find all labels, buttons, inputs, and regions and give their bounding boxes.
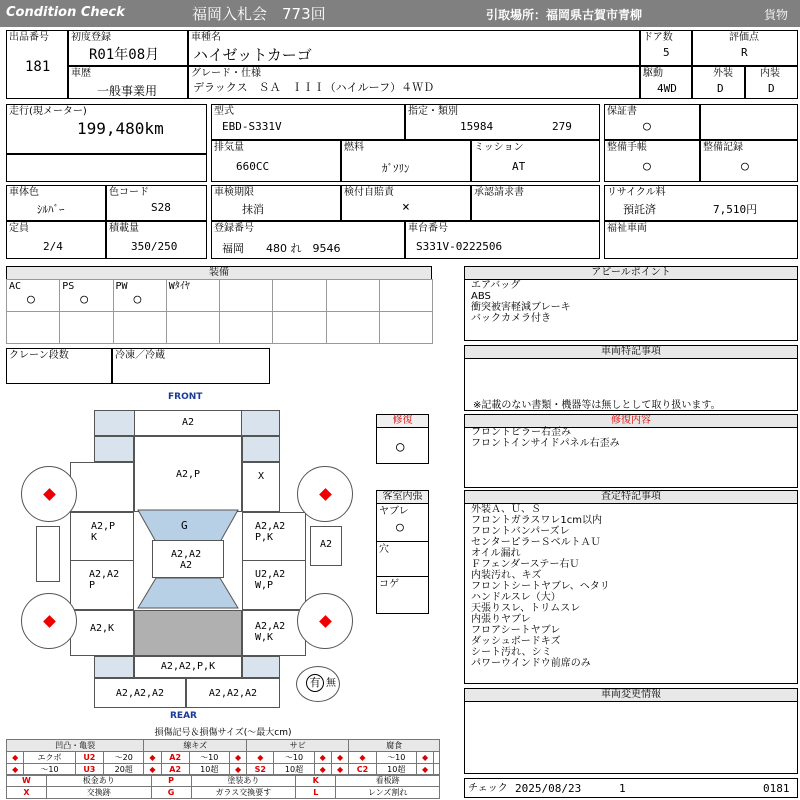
right-side-panel: [310, 526, 342, 566]
inspection-expiry-value: 抹消: [242, 203, 264, 216]
designation-value2: 279: [552, 120, 572, 133]
rear-bumper-left: [94, 678, 186, 708]
check-num: 1: [619, 782, 626, 795]
chassis-value: S331V-0222506: [416, 240, 503, 253]
color-code-value: S28: [151, 201, 171, 214]
legend-a-range: 〜10: [189, 752, 229, 764]
legend-u3-range: 20超: [104, 764, 144, 776]
repair-content-box: [464, 414, 798, 488]
model-value: EBD-S331V: [222, 120, 282, 133]
legend-rust: サビ: [247, 740, 349, 752]
recycle-status: 預託済: [623, 203, 656, 216]
warranty-value: ○: [643, 119, 651, 134]
refrig-label: 冷凍／冷蔵: [115, 350, 165, 361]
rear-label: REAR: [170, 711, 197, 721]
capacity-label: 定員: [9, 223, 29, 234]
reg-number-value: 福岡 480 れ 9546: [222, 242, 341, 255]
tire-marker-icon: [319, 488, 332, 501]
body-color-box: [6, 185, 106, 221]
recycle-amount: 7,510円: [713, 203, 758, 216]
lot-label: 出品番号: [9, 32, 49, 43]
hood-text: A2,P: [175, 469, 201, 480]
change-info-box: [464, 688, 798, 774]
hood-front-text: A2: [181, 417, 195, 428]
left-front-door-text: A2,P K: [91, 521, 116, 543]
equipment-label: PW: [115, 281, 128, 292]
equipment-cell: [379, 311, 433, 344]
tire-marker-icon: [43, 488, 56, 501]
repair-value: ○: [396, 439, 405, 455]
tire-rear-right: [297, 593, 353, 649]
legend-k-desc: 看板跡: [336, 775, 440, 787]
diamond-icon: ◆: [247, 752, 274, 764]
service-record-box: [700, 140, 798, 182]
drive-value: 4WD: [657, 82, 677, 95]
service-record-value: ○: [741, 159, 749, 174]
diamond-icon: ◆: [7, 764, 24, 776]
appeal-title: アピールポイント: [465, 267, 797, 280]
tire-rear-left: [21, 593, 77, 649]
service-book-box: [604, 140, 700, 182]
interior-label: 内装: [760, 68, 780, 79]
front-label: FRONT: [168, 392, 203, 402]
mileage-box: [6, 104, 207, 154]
legend-s2: S2: [247, 764, 274, 776]
score-box: [692, 30, 798, 66]
special-notes-box: [464, 345, 798, 411]
tire-marker-icon: [43, 615, 56, 628]
equipment-cell: [326, 311, 380, 344]
legend-corrosion: 腐食: [349, 740, 440, 752]
equipment-cell: [113, 311, 167, 344]
doors-value: 5: [663, 46, 670, 59]
score-label: 評価点: [729, 32, 759, 43]
legend-a-plus: 10超: [189, 764, 229, 776]
header-bar: [0, 0, 800, 27]
drive-box: [640, 66, 692, 99]
legend-w: W: [7, 775, 47, 787]
repair-content-title: 修復内容: [465, 415, 797, 428]
rear-bumper-right-text: A2,A2,A2: [208, 688, 258, 699]
reg-number-box: [211, 221, 405, 259]
legend-l-desc: レンズ割れ: [336, 787, 440, 799]
hood-panel: [134, 436, 242, 512]
displacement-value: 660CC: [236, 160, 270, 173]
first-reg-label: 初度登録: [71, 32, 111, 43]
right-rear-text: A2,A2 W,K: [255, 621, 286, 643]
legend-c2: C2: [349, 764, 376, 776]
tire-marker-icon: [319, 615, 332, 628]
spare-a: 有: [306, 674, 324, 692]
rear-panel-text: A2,A2,P,K: [160, 661, 216, 672]
legend-c-range: 〜10: [376, 752, 416, 764]
equipment-cell: [272, 311, 326, 344]
legend-p: P: [151, 775, 191, 787]
legend-x-desc: 交換跡: [46, 787, 151, 799]
check-label: チェック: [468, 783, 508, 794]
appeal-text: エアバッグ ABS 衝突被害軽減ブレーキ バックカメラ付き: [471, 280, 571, 324]
capacity-box: [6, 221, 106, 259]
cabin-box: [376, 490, 429, 614]
legend-u3: U3: [75, 764, 104, 776]
right-rear-door-text: U2,A2 W,P: [255, 569, 286, 591]
displacement-box: [211, 140, 341, 182]
drive-label: 駆動: [643, 68, 663, 79]
interior-value: D: [768, 82, 775, 95]
body-color-value: ｼﾙﾊﾞｰ: [37, 203, 65, 216]
transmission-box: [471, 140, 600, 182]
diamond-icon: ◆: [7, 752, 24, 764]
legend-scratch: 線キズ: [144, 740, 247, 752]
equipment-cell: [59, 311, 113, 344]
change-info-title: 車両変更情報: [465, 689, 797, 702]
cabin-tear-label: ヤブレ: [379, 506, 409, 517]
fuel-label: 燃料: [344, 142, 364, 153]
cargo-floor: [134, 610, 242, 656]
check-date: 2025/08/23: [515, 782, 582, 795]
lot-value: 181: [25, 59, 51, 75]
warranty-box: [604, 104, 700, 140]
repair-title: 修復: [377, 415, 428, 428]
windshield-text: G: [181, 519, 188, 532]
legend-a2a: A2: [161, 752, 189, 764]
legend-l: L: [296, 787, 336, 799]
left-side-panel: [36, 526, 60, 582]
legend-k: K: [296, 775, 336, 787]
inspection-notes-box: [464, 490, 798, 684]
welfare-label: 福祉車両: [607, 223, 647, 234]
doors-label: ドア数: [643, 32, 673, 43]
rear-panel: [134, 656, 242, 678]
appeal-box: [464, 266, 798, 341]
exterior-box: [692, 66, 745, 99]
designation-label: 指定・類別: [408, 106, 458, 117]
designation-value1: 15984: [460, 120, 494, 133]
left-rear-fender: [70, 610, 134, 656]
diamond-icon: ◆: [314, 764, 331, 776]
legend-empty: [434, 752, 440, 764]
repair-box: [376, 414, 429, 464]
car-name-value: ハイゼットカーゴ: [193, 46, 312, 64]
equipment-title: 装備: [7, 267, 431, 280]
equipment-cell: [6, 279, 60, 312]
equipment-cell: [6, 311, 60, 344]
refrig-box: [112, 348, 270, 384]
equipment-label: PS: [62, 281, 75, 292]
left-rear-door: [70, 560, 134, 610]
pickup-location: 引取場所：福岡県古賀市青柳: [486, 8, 643, 22]
special-notes-title: 車両特記事項: [465, 346, 797, 359]
diamond-icon: ◆: [331, 764, 348, 776]
reg-number-label: 登録番号: [214, 223, 254, 234]
approval-box: [471, 185, 600, 221]
color-code-box: [106, 185, 207, 221]
tire-front-right: [297, 466, 353, 522]
history-value: 一般事業用: [97, 84, 158, 98]
legend-u2: U2: [75, 752, 104, 764]
welfare-box: [604, 221, 798, 259]
auction-title: 福岡入札会 773回: [192, 5, 326, 23]
roof-text: A2,A2 A2: [171, 549, 202, 571]
right-side-text: A2: [319, 539, 333, 550]
inspection-notes-text: 外装Ａ、Ｕ、Ｓ フロントガラスワレ1cm以内 フロントバンパーズレ センターピラーＳベルトＡＵ オイル漏れ Ｆフェンダーステー右Ｕ 内装汚れ、キズ フロントシートヤブレ、ヘタリ ハンドルスレ（大） 天張りスレ、トリムスレ 内張りヤブレ フロアシートヤブレ ダッシュボードキズ シート汚れ、シミ パワーウインドウ前席のみ: [471, 504, 610, 669]
rear-glass: [134, 576, 242, 610]
diamond-icon: ◆: [229, 764, 246, 776]
displacement-label: 排気量: [214, 142, 244, 153]
diamond-icon: ◆: [229, 752, 246, 764]
fuel-value: ｶﾞｿﾘﾝ: [382, 162, 410, 175]
fuel-box: [341, 140, 471, 182]
equipment-cell: [113, 279, 167, 312]
load-label: 積載量: [109, 223, 139, 234]
legend-ekubo: エクボ: [24, 752, 75, 764]
grade-value: デラックス ＳＡ ＩＩＩ（ハイルーフ）４ＷＤ: [193, 81, 435, 94]
check-code: 0181: [763, 782, 790, 795]
equipment-cell: [219, 279, 273, 312]
service-book-value: ○: [643, 159, 651, 174]
windshield: [134, 508, 242, 544]
history-label: 車歴: [71, 68, 91, 79]
legend-dent: 凹凸・亀裂: [7, 740, 144, 752]
recycle-box: [604, 185, 798, 221]
approval-label: 承認請求書: [474, 187, 524, 198]
right-rear-door: [242, 560, 306, 610]
equipment-cell: [219, 311, 273, 344]
legend-table: [6, 739, 440, 776]
self-inspect-label: 検付自賠責: [344, 187, 394, 198]
left-taillight: [94, 656, 134, 678]
doors-box: [640, 30, 692, 66]
left-front-fender: [70, 462, 134, 512]
load-box: [106, 221, 207, 259]
diamond-icon: ◆: [416, 764, 433, 776]
grade-box: [188, 66, 640, 99]
equipment-grid: [6, 279, 432, 344]
warranty-label: 保証書: [607, 106, 637, 117]
condition-check-title: Condition Check: [6, 5, 125, 20]
special-notes-text: ※記載のない書類・機器等は無しとして取り扱います。: [473, 400, 721, 411]
rear-bumper-left-text: A2,A2,A2: [115, 688, 165, 699]
load-value: 350/250: [131, 240, 178, 253]
first-reg-value: R01年08月: [89, 47, 160, 63]
rear-bumper-right: [186, 678, 280, 708]
inspection-expiry-box: [211, 185, 341, 221]
cabin-title: 客室内張: [377, 491, 428, 504]
cabin-hole-label: 穴: [379, 544, 389, 555]
right-front-fender: [242, 462, 280, 512]
exterior-label: 外装: [713, 68, 733, 79]
legend-s-plus: 10超: [274, 764, 314, 776]
equipment-cell: [379, 279, 433, 312]
legend-title: 損傷記号＆損傷サイズ(〜最大cm): [154, 728, 292, 738]
legend-g: G: [151, 787, 191, 799]
equipment-cell: [166, 279, 220, 312]
recycle-label: リサイクル料: [607, 187, 666, 198]
history-box: [68, 66, 188, 99]
mileage-label: 走行(現メーター): [9, 106, 87, 117]
equipment-label: Wﾀｲﾔ: [168, 281, 190, 292]
roof-panel: [152, 540, 224, 578]
chassis-box: [405, 221, 600, 259]
left-rear-door-text: A2,A2 P: [89, 569, 120, 591]
equipment-value: ○: [133, 292, 142, 307]
exterior-value: D: [717, 82, 724, 95]
warranty-spare: [700, 104, 798, 140]
right-front-door-text: A2,A2 P,K: [255, 521, 286, 543]
right-taillight: [242, 656, 280, 678]
diamond-icon: ◆: [349, 752, 376, 764]
diamond-icon: ◆: [144, 764, 161, 776]
chassis-label: 車台番号: [408, 223, 448, 234]
left-headlight: [94, 436, 134, 462]
legend-c-plus: 10超: [376, 764, 416, 776]
front-right-text: X: [257, 471, 265, 482]
first-reg-box: [68, 30, 188, 66]
crane-label: クレーン段数: [9, 350, 69, 361]
interior-box: [745, 66, 798, 99]
legend-a2b: A2: [161, 764, 189, 776]
diamond-icon: ◆: [416, 752, 433, 764]
service-record-label: 整備記録: [703, 142, 743, 153]
spare-b: 無: [326, 678, 336, 689]
mileage-value: 199,480km: [77, 119, 164, 138]
tire-front-left: [21, 466, 77, 522]
lot-box: [6, 30, 68, 99]
service-book-label: 整備手帳: [607, 142, 647, 153]
car-name-box: [188, 30, 640, 66]
body-color-label: 車体色: [9, 187, 39, 198]
check-box: [464, 778, 798, 798]
transmission-value: AT: [512, 160, 526, 173]
self-inspect-box: [341, 185, 471, 221]
inspection-expiry-label: 車検期限: [214, 187, 254, 198]
legend-r10a: 〜10: [24, 764, 75, 776]
diamond-icon: ◆: [331, 752, 348, 764]
color-code-label: 色コード: [109, 187, 149, 198]
legend-s-range: 〜10: [274, 752, 314, 764]
legend-u2-range: 〜20: [104, 752, 144, 764]
equipment-cell: [326, 279, 380, 312]
mileage-spare: [6, 154, 207, 182]
repair-content-text: フロントピラー右歪み フロントインサイドパネル右歪み: [471, 427, 620, 449]
score-value: R: [741, 46, 748, 59]
legend-symbols: [6, 774, 440, 799]
equipment-cell: [166, 311, 220, 344]
grade-label: グレード・仕様: [191, 68, 261, 79]
model-box: [211, 104, 405, 140]
vehicle-class: 貨物: [764, 8, 789, 22]
equipment-label: AC: [9, 281, 22, 292]
cabin-tear-value: ○: [396, 520, 404, 535]
crane-box: [6, 348, 112, 384]
legend-g-desc: ガラス交換要す: [191, 787, 296, 799]
equipment-value: ○: [80, 292, 89, 307]
cabin-burn-label: コゲ: [379, 579, 399, 590]
car-name-label: 車種名: [191, 32, 221, 43]
diamond-icon: ◆: [144, 752, 161, 764]
capacity-value: 2/4: [43, 240, 63, 253]
model-label: 型式: [214, 106, 234, 117]
equipment-value: ○: [27, 292, 35, 307]
designation-box: [405, 104, 600, 140]
self-inspect-value: ×: [402, 200, 410, 215]
left-rear-text: A2,K: [89, 623, 115, 634]
diamond-icon: ◆: [314, 752, 331, 764]
transmission-label: ミッション: [474, 142, 524, 153]
equipment-cell: [272, 279, 326, 312]
equipment-cell: [59, 279, 113, 312]
right-headlight: [242, 436, 280, 462]
legend-w-desc: 板金あり: [46, 775, 151, 787]
front-bumper-center: [134, 410, 242, 436]
inspection-notes-title: 査定特記事項: [465, 491, 797, 504]
legend-p-desc: 塗装あり: [191, 775, 296, 787]
legend-x: X: [7, 787, 47, 799]
